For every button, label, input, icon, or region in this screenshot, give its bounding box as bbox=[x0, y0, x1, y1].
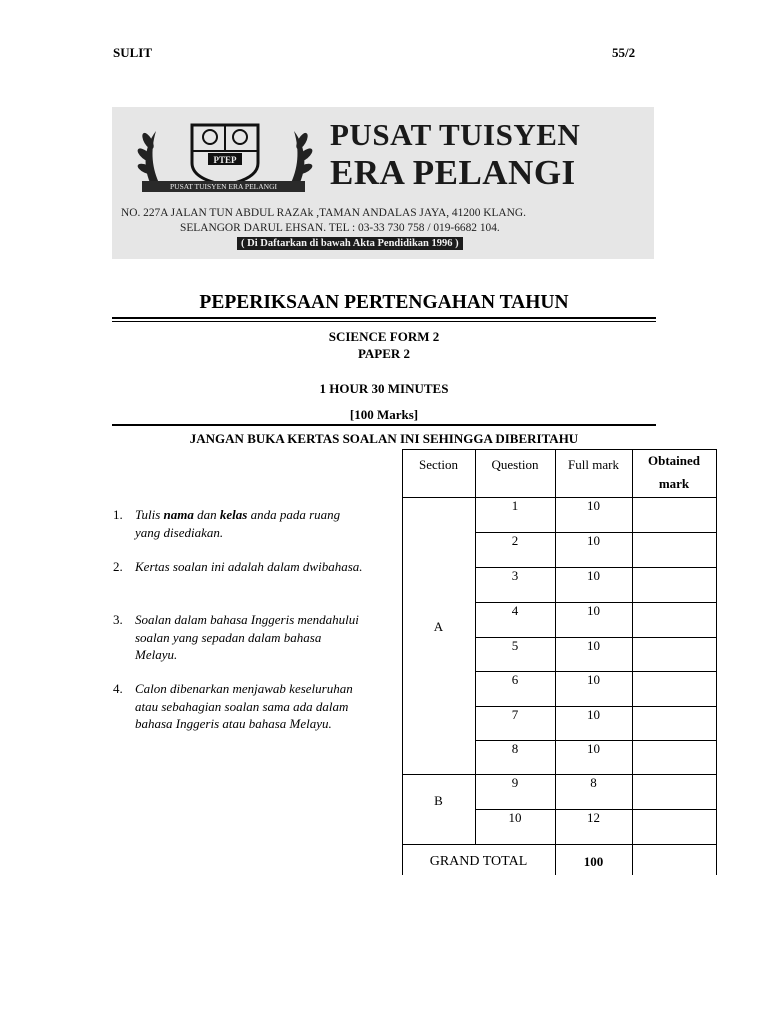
instruction-text: Kertas soalan ini adalah dalam dwibahasa. bbox=[135, 559, 363, 574]
mark-table bbox=[402, 449, 718, 875]
full-mark-value: 8 bbox=[590, 775, 597, 790]
full-mark-value: 10 bbox=[587, 672, 600, 687]
address-line2: SELANGOR DARUL EHSAN. TEL : 03-33 730 758 / 019-6682 104. bbox=[180, 222, 500, 234]
duration: 1 HOUR 30 MINUTES bbox=[319, 381, 449, 396]
instruction-item bbox=[113, 680, 363, 733]
full-mark-value: 10 bbox=[587, 707, 600, 722]
address-line1: NO. 227A JALAN TUN ABDUL RAZAk ,TAMAN ANDALAS JAYA, 41200 KLANG. bbox=[121, 207, 526, 219]
paper-number: PAPER 2 bbox=[357, 346, 411, 361]
instruction-text: Soalan dalam bahasa Inggeris mendahului soalan yang sepadan dalam bahasa Melayu. bbox=[135, 612, 359, 662]
paper-code: 55/2 bbox=[612, 45, 636, 60]
full-mark-value: 10 bbox=[587, 498, 600, 513]
question-number: 6 bbox=[511, 672, 519, 687]
instruction-number: 2. bbox=[113, 559, 123, 574]
full-mark-value: 12 bbox=[587, 810, 600, 825]
question-number: 8 bbox=[511, 741, 519, 756]
full-mark-value: 10 bbox=[587, 638, 600, 653]
header-obtained-mark: Obtained mark bbox=[647, 453, 700, 491]
header-question: Question bbox=[491, 457, 539, 472]
grand-total-label: GRAND TOTAL bbox=[429, 854, 528, 869]
section-b-label: B bbox=[434, 793, 443, 808]
school-name-line1: PUSAT TUISYEN bbox=[330, 117, 581, 152]
instruction-item bbox=[113, 611, 363, 664]
instruction-item bbox=[113, 506, 363, 541]
exam-title: PEPERIKSAAN PERTENGAHAN TAHUN bbox=[199, 292, 569, 313]
total-marks: [100 Marks] bbox=[349, 407, 419, 422]
question-number: 4 bbox=[511, 603, 519, 618]
instruction-text: Calon dibenarkan menjawab keseluruhan atau sebahagian soalan sama ada dalam bahasa Inggeris atau bahasa Melayu. bbox=[135, 681, 353, 731]
instruction-item bbox=[113, 558, 363, 576]
letterhead-banner bbox=[112, 107, 654, 259]
instruction-number: 4. bbox=[113, 681, 123, 696]
instruction-number: 3. bbox=[113, 612, 123, 627]
full-mark-value: 10 bbox=[587, 568, 600, 583]
question-number: 1 bbox=[511, 498, 519, 513]
instruction-number: 1. bbox=[113, 507, 123, 522]
title-double-rule-bottom bbox=[112, 321, 656, 322]
header-section: Section bbox=[419, 457, 458, 472]
registration-note: ( Di Daftarkan di bawah Akta Pendidikan 1996 ) bbox=[237, 237, 463, 250]
instruction-text: Tulis nama dan kelas anda pada ruang yang disediakan. bbox=[135, 507, 341, 540]
question-number: 5 bbox=[511, 638, 519, 653]
full-mark-value: 10 bbox=[587, 741, 600, 756]
svg-text:PTEP: PTEP bbox=[213, 155, 237, 165]
subject: SCIENCE FORM 2 bbox=[328, 329, 440, 344]
confidential-label: SULIT bbox=[113, 45, 153, 60]
question-number: 9 bbox=[511, 775, 519, 790]
keyword-kelas: kelas bbox=[219, 507, 248, 522]
question-number: 2 bbox=[511, 533, 519, 548]
question-number: 7 bbox=[511, 707, 519, 722]
title-double-rule-top bbox=[112, 317, 656, 319]
school-name-line2: ERA PELANGI bbox=[330, 153, 576, 192]
question-number: 3 bbox=[511, 568, 519, 583]
full-mark-value: 10 bbox=[587, 533, 600, 548]
grand-total-value: 100 bbox=[583, 854, 604, 869]
keyword-nama: nama bbox=[163, 507, 194, 522]
question-number: 10 bbox=[508, 810, 522, 825]
header-full-mark: Full mark bbox=[568, 457, 619, 472]
section-a-label: A bbox=[433, 619, 444, 634]
warning-rule bbox=[112, 424, 656, 426]
logo-caption: PUSAT TUISYEN ERA PELANGI bbox=[142, 181, 305, 192]
warning-text: JANGAN BUKA KERTAS SOALAN INI SEHINGGA DIBERITAHU bbox=[189, 431, 579, 446]
full-mark-value: 10 bbox=[587, 603, 600, 618]
